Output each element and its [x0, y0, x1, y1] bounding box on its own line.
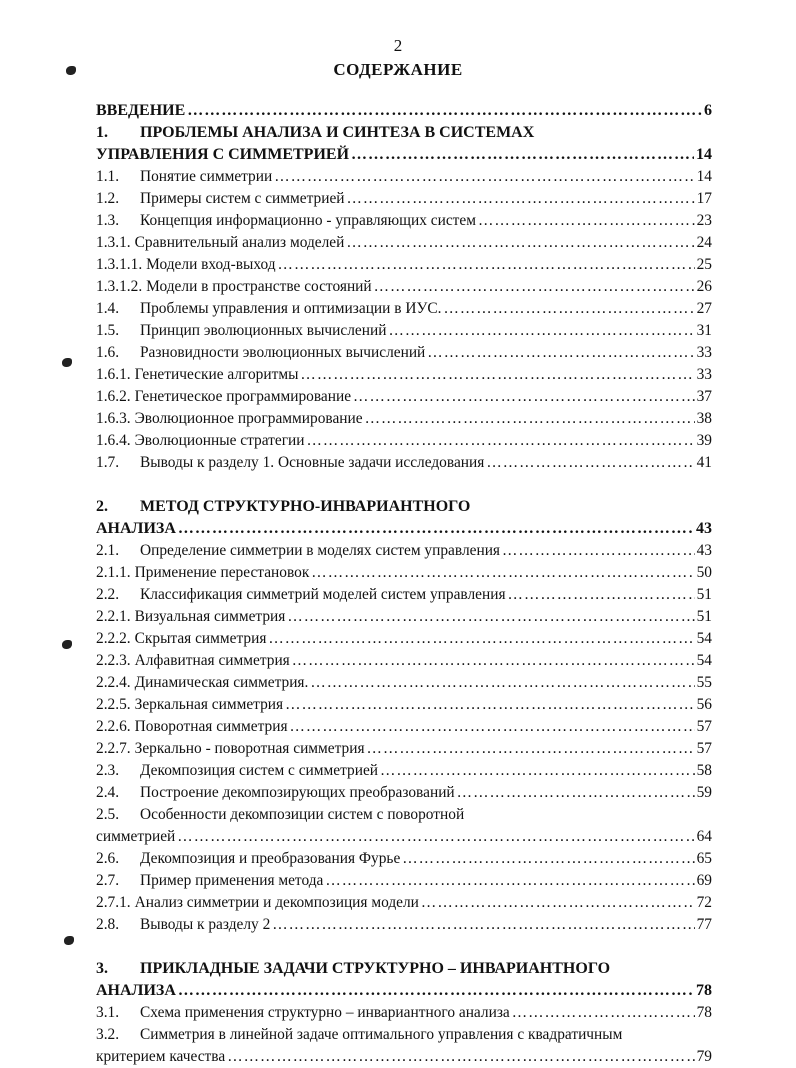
toc-entry-title: Зеркально - поворотная симметрия — [134, 740, 365, 757]
toc-entry-page: 57 — [696, 740, 712, 757]
toc-dot-leader — [177, 826, 694, 848]
toc-dot-leader — [311, 562, 694, 584]
scan-speck — [64, 936, 74, 945]
toc-entry — [96, 958, 712, 980]
toc-entry-title: Выводы к разделу 1. Основные задачи исследования — [140, 454, 485, 471]
toc-entry-number: 2.5. — [96, 806, 120, 823]
toc-entry — [96, 430, 712, 452]
toc-heading: СОДЕРЖАНИЕ — [333, 60, 463, 79]
toc-entry — [96, 100, 712, 122]
toc-entry — [96, 760, 712, 782]
toc-entry-number: 2.4. — [96, 784, 120, 801]
toc-entry — [96, 232, 712, 254]
toc-dot-leader — [272, 914, 694, 936]
toc-entry-number: 2.2.1. — [96, 608, 131, 625]
toc-entry-title: АНАЛИЗА — [96, 520, 176, 537]
toc-entry-title: Модели в пространстве состояний — [146, 278, 372, 295]
toc-entry-page: 14 — [696, 146, 712, 163]
scan-speck — [62, 640, 72, 649]
toc-entry-page: 37 — [696, 388, 712, 405]
toc-entry-title: Выводы к разделу 2 — [140, 916, 271, 933]
toc-entry-page: 58 — [696, 762, 712, 779]
toc-dot-leader — [486, 452, 694, 474]
toc-dot-leader — [353, 386, 695, 408]
toc-dot-leader — [508, 584, 695, 606]
scan-speck — [66, 66, 76, 75]
toc-dot-leader — [347, 188, 695, 210]
toc-entry-title: Визуальная симметрия — [134, 608, 286, 625]
toc-entry-title: Примеры систем с симметрией — [140, 190, 345, 207]
toc-dot-leader — [502, 540, 695, 562]
toc-entry-title: Разновидности эволюционных вычислений — [140, 344, 426, 361]
toc-entry-page: 43 — [696, 520, 712, 537]
toc-entry-title: Схема применения структурно – инвариантного анализа — [140, 1004, 510, 1021]
toc-entry — [96, 562, 712, 584]
toc-dot-leader — [427, 342, 694, 364]
toc-entry-title: симметрией — [96, 828, 176, 845]
toc-entry-title: ПРОБЛЕМЫ АНАЛИЗА И СИНТЕЗА В СИСТЕМАХ — [140, 124, 535, 141]
toc-entry-number: 3.2. — [96, 1026, 120, 1043]
toc-entry — [96, 254, 712, 276]
toc-entry-title: Построение декомпозирующих преобразований — [140, 784, 455, 801]
toc-dot-leader — [227, 1046, 694, 1068]
toc-entry — [96, 782, 712, 804]
toc-entry-number: 2.2.2. — [96, 630, 131, 647]
toc-entry — [96, 606, 712, 628]
toc-entry-number: 1.7. — [96, 454, 120, 471]
toc-entry-title: Модели вход-выход — [146, 256, 276, 273]
toc-entry — [96, 584, 712, 606]
toc-entry-page: 56 — [696, 696, 712, 713]
toc-dot-leader — [346, 232, 694, 254]
toc-entry-title: Применение перестановок — [134, 564, 310, 581]
toc-dot-leader — [374, 276, 695, 298]
toc-entry — [96, 1046, 712, 1068]
toc-entry-page: 17 — [696, 190, 712, 207]
toc-entry — [96, 540, 712, 562]
toc-entry-title: Поворотная симметрия — [134, 718, 288, 735]
toc-entry-number: 2.2.6. — [96, 718, 131, 735]
toc-entry-title: Декомпозиция систем с симметрией — [140, 762, 379, 779]
toc-dot-leader — [478, 210, 695, 232]
toc-entry-number: 2.2.5. — [96, 696, 131, 713]
toc-entry-title: МЕТОД СТРУКТУРНО-ИНВАРИАНТНОГО — [140, 498, 471, 515]
toc-entry — [96, 1024, 712, 1046]
toc-entry — [96, 386, 712, 408]
toc-entry — [96, 122, 712, 144]
toc-entry — [96, 1002, 712, 1024]
toc-entry — [96, 518, 712, 540]
toc-entry-number: 1.6.4. — [96, 432, 131, 449]
toc-entry-title: Эволюционные стратегии — [134, 432, 305, 449]
toc-entry-number: 2.2. — [96, 586, 120, 603]
toc-entry-number: 2.2.3. — [96, 652, 131, 669]
toc-entry-number: 1.1. — [96, 168, 120, 185]
toc-entry-page: 78 — [696, 1004, 712, 1021]
toc-entry-number: 1.2. — [96, 190, 120, 207]
toc-entry — [96, 870, 712, 892]
toc-entry-number: 2.1.1. — [96, 564, 131, 581]
toc-dot-leader — [292, 650, 695, 672]
toc-entry-page: 54 — [696, 652, 712, 669]
toc-entry-number: 2.8. — [96, 916, 120, 933]
toc-entry-page: 31 — [696, 322, 712, 339]
toc-entry — [96, 166, 712, 188]
toc-entry-number: 1.4. — [96, 300, 120, 317]
toc-entry-page: 64 — [696, 828, 712, 845]
toc-entry-title: Принцип эволюционных вычислений — [140, 322, 387, 339]
toc-dot-leader — [178, 518, 694, 540]
toc-entry — [96, 452, 712, 474]
toc-entry — [96, 848, 712, 870]
toc-dot-leader — [351, 144, 694, 166]
toc-entry-number: 1.6.2. — [96, 388, 131, 405]
toc-dot-leader — [274, 166, 694, 188]
toc-entry — [96, 298, 712, 320]
toc-entry-title: Анализ симметрии и декомпозиция модели — [134, 894, 419, 911]
toc-entry-page: 43 — [696, 542, 712, 559]
toc-entry — [96, 496, 712, 518]
toc-dot-leader — [278, 254, 695, 276]
toc-entry-page: 72 — [696, 894, 712, 911]
toc-dot-leader — [300, 364, 694, 386]
toc-entry-page: 24 — [696, 234, 712, 251]
toc-entry-page: 27 — [696, 300, 712, 317]
toc-entry-number: 1.6.3. — [96, 410, 131, 427]
toc-entry-title: Симметрия в линейной задаче оптимального управления с квадратичным — [140, 1026, 623, 1043]
toc-entry-number: 1.3. — [96, 212, 120, 229]
toc-entry-number: 1.6.1. — [96, 366, 131, 383]
toc-entry-page: 50 — [696, 564, 712, 581]
toc-entry-page: 33 — [696, 366, 712, 383]
toc-entry — [96, 408, 712, 430]
toc-entry-title: Определение симметрии в моделях систем управления — [140, 542, 501, 559]
toc-dot-leader — [402, 848, 694, 870]
toc-dot-leader — [307, 430, 695, 452]
toc-entry — [96, 694, 712, 716]
toc-entry — [96, 276, 712, 298]
toc-entry — [96, 628, 712, 650]
toc-entry-number: 2.7. — [96, 872, 120, 889]
toc-entry-title: ВВЕДЕНИЕ — [96, 102, 186, 119]
toc-dot-leader — [287, 606, 694, 628]
toc-entry-page: 51 — [696, 586, 712, 603]
toc-entry-title: Классификация симметрий моделей систем управления — [140, 586, 506, 603]
toc-entry — [96, 364, 712, 386]
toc-entry-title: Проблемы управления и оптимизации в ИУС. — [140, 300, 442, 317]
toc-entry-title: Пример применения метода — [140, 872, 324, 889]
toc-entry-title: Динамическая симметрия. — [134, 674, 309, 691]
toc-entry-title: Генетическое программирование — [134, 388, 352, 405]
toc-entry — [96, 804, 712, 826]
toc-entry — [96, 650, 712, 672]
toc-entry-title: Скрытая симметрия — [134, 630, 267, 647]
toc-entry-page: 26 — [696, 278, 712, 295]
toc-entry-title: Декомпозиция и преобразования Фурье — [140, 850, 401, 867]
toc-dot-leader — [367, 738, 695, 760]
toc-entry-page: 14 — [696, 168, 712, 185]
toc-entry-title: критерием качества — [96, 1048, 226, 1065]
toc-entry-page: 59 — [696, 784, 712, 801]
toc-entry-page: 38 — [696, 410, 712, 427]
toc-entry-number: 2.2.4. — [96, 674, 131, 691]
toc-entry-title: УПРАВЛЕНИЯ С СИММЕТРИЕЙ — [96, 146, 350, 163]
toc-entry-title: Особенности декомпозиции систем с поворотной — [140, 806, 465, 823]
toc-entry — [96, 826, 712, 848]
toc-entry-page: 54 — [696, 630, 712, 647]
toc-entry-page: 25 — [696, 256, 712, 273]
toc-entry-page: 51 — [696, 608, 712, 625]
toc-dot-leader — [388, 320, 694, 342]
toc-entry-page: 57 — [696, 718, 712, 735]
toc-entry-page: 78 — [696, 982, 712, 999]
toc-dot-leader — [187, 100, 702, 122]
toc-entry-number: 2.6. — [96, 850, 120, 867]
toc-entry — [96, 342, 712, 364]
scan-speck — [62, 358, 72, 367]
toc-entry — [96, 716, 712, 738]
toc-entry-title: Эволюционное программирование — [134, 410, 363, 427]
toc-entry — [96, 210, 712, 232]
toc-entry-page: 41 — [696, 454, 712, 471]
toc-entry — [96, 738, 712, 760]
toc-entry-number: 2.2.7. — [96, 740, 131, 757]
toc-entry — [96, 144, 712, 166]
toc-entry-number: 2.3. — [96, 762, 120, 779]
toc-entry — [96, 672, 712, 694]
toc-entry — [96, 892, 712, 914]
table-of-contents — [96, 100, 712, 1068]
toc-entry-title: Понятие симметрии — [140, 168, 273, 185]
toc-entry-number: 2. — [96, 498, 108, 515]
page-number: 2 — [393, 36, 403, 55]
toc-entry-number: 1.5. — [96, 322, 120, 339]
toc-entry-number: 2.1. — [96, 542, 120, 559]
toc-dot-leader — [310, 672, 694, 694]
toc-dot-leader — [457, 782, 695, 804]
toc-entry-page: 23 — [696, 212, 712, 229]
toc-entry-page: 6 — [704, 102, 712, 119]
toc-entry-page: 69 — [696, 872, 712, 889]
toc-entry-number: 1. — [96, 124, 108, 141]
toc-entry-page: 55 — [696, 674, 712, 691]
toc-entry-title: Концепция информационно - управляющих систем — [140, 212, 476, 229]
toc-entry-title: ПРИКЛАДНЫЕ ЗАДАЧИ СТРУКТУРНО – ИНВАРИАНТНОГО — [140, 960, 611, 977]
toc-entry-title: Алфавитная симметрия — [134, 652, 290, 669]
toc-dot-leader — [325, 870, 694, 892]
toc-entry-number: 3. — [96, 960, 108, 977]
toc-entry-title: Зеркальная симметрия — [134, 696, 284, 713]
toc-dot-leader — [421, 892, 695, 914]
toc-entry-number: 1.6. — [96, 344, 120, 361]
toc-entry-page: 79 — [696, 1048, 712, 1065]
toc-entry-title: Сравнительный анализ моделей — [134, 234, 345, 251]
toc-dot-leader — [444, 298, 695, 320]
toc-entry-page: 33 — [696, 344, 712, 361]
toc-entry-title: АНАЛИЗА — [96, 982, 176, 999]
toc-entry-number: 2.7.1. — [96, 894, 131, 911]
toc-dot-leader — [512, 1002, 695, 1024]
toc-entry-number: 1.3.1.2. — [96, 278, 143, 295]
toc-dot-leader — [285, 694, 695, 716]
toc-entry-number: 1.3.1. — [96, 234, 131, 251]
toc-entry — [96, 914, 712, 936]
toc-entry-number: 1.3.1.1. — [96, 256, 143, 273]
toc-dot-leader — [380, 760, 695, 782]
toc-dot-leader — [178, 980, 694, 1002]
toc-entry-number: 3.1. — [96, 1004, 120, 1021]
toc-entry — [96, 980, 712, 1002]
toc-entry — [96, 188, 712, 210]
toc-dot-leader — [268, 628, 694, 650]
toc-entry — [96, 320, 712, 342]
toc-entry-page: 39 — [696, 432, 712, 449]
toc-dot-leader — [365, 408, 695, 430]
toc-entry-page: 77 — [696, 916, 712, 933]
toc-entry-page: 65 — [696, 850, 712, 867]
toc-entry-title: Генетические алгоритмы — [134, 366, 299, 383]
toc-dot-leader — [290, 716, 695, 738]
